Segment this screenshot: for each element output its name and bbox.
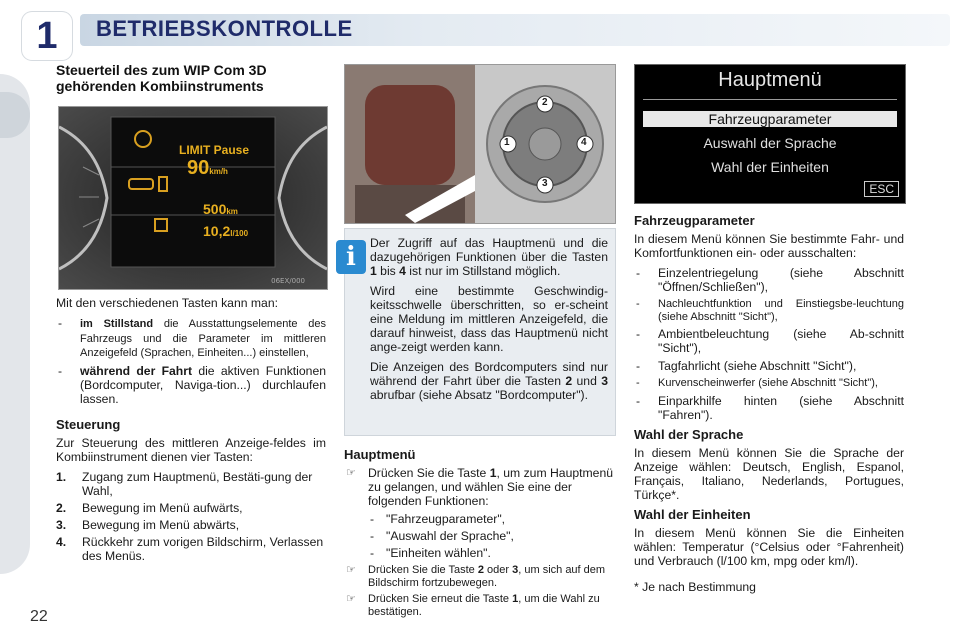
b3-b: 1 <box>512 593 519 605</box>
control-label-1: 1 <box>504 137 510 148</box>
step-text: Rückkehr zum vorigen Bildschirm, Verlassen des Menüs. <box>82 534 324 563</box>
info-p3-mid: und <box>572 374 602 388</box>
list-item <box>56 518 326 532</box>
cluster-consumption <box>203 223 248 239</box>
cluster-limit-text: LIMIT Pause <box>179 143 250 157</box>
item2-text: die aktiven Funktionen (Bordcomputer, Naviga-tion...) durchlaufen lassen. <box>80 363 326 406</box>
list-item: - Ambientbeleuchtung (siehe Ab-schnitt "Sicht"), <box>634 327 904 355</box>
list-item <box>344 593 616 618</box>
lang-text: In diesem Menü können Sie die Sprache der Anzeige wählen: Deutsch, English, Espanol, Français, Italiano, Nederlands, Portugues, Türkçe*. <box>634 445 904 502</box>
list-item <box>56 364 326 406</box>
side-tab <box>0 74 30 574</box>
info-p1-a: Der Zugriff auf das Hauptmenü und die dazugehörigen Funktionen über die Tasten <box>370 236 608 264</box>
info-p1-b1: 1 <box>370 264 377 278</box>
cluster-speed-unit: km/h <box>209 167 228 176</box>
info-p3-b1: 2 <box>565 374 573 388</box>
pointer-icon: ☞ <box>346 467 356 479</box>
side-tab-marker <box>0 92 30 138</box>
pointer-icon: ☞ <box>346 564 356 576</box>
units-text: In diesem Menü können Sie die Einheiten wählen: Temperatur (°Celsius oder °Fahrenheit) und Verbrauch (l/100 km, mpg oder km/l). <box>634 525 904 568</box>
list-item: - Einzelentriegelung (siehe Abschnitt "Öffnen/Schließen"), <box>634 266 904 294</box>
control-label-3: 3 <box>542 178 548 189</box>
info-paragraph-2: Wird eine bestimmte Geschwindig-keitsschwelle überschritten, so er-scheint eine Meldung im mittleren Anzeigefeld, die darauf hinweist, dass das Hauptmenü nicht ange-zeigt werden kann. <box>370 284 608 354</box>
menu-item-sprache: Auswahl der Sprache <box>703 135 837 151</box>
step-number: 3. <box>56 517 67 532</box>
info-p3-b2: 3 <box>601 374 608 388</box>
steuerung-text: Zur Steuerung des mittleren Anzeige-feldes im Kombiinstrument dienen vier Tasten: <box>56 435 326 464</box>
list-item <box>56 501 326 515</box>
list-item: - Kurvenscheinwerfer (siehe Abschnitt "Sicht"), <box>634 377 904 390</box>
item1-text: die Ausstattungselemente des Fahrzeugs und die Parameter im mittleren Anzeigefeld (Sprachen, Einheiten...) einstellen, <box>80 318 326 359</box>
step-number: 1. <box>56 469 67 484</box>
pointer-icon: ☞ <box>346 593 356 605</box>
list-item: - "Fahrzeugparameter", <box>368 512 616 526</box>
fp-title: Fahrzeugparameter <box>634 213 755 228</box>
b2-b2: 3 <box>512 564 519 576</box>
info-paragraph-3 <box>370 360 608 402</box>
list-item <box>56 316 326 360</box>
cluster-speed-value: 90 <box>187 157 210 179</box>
menu-esc-label: ESC <box>864 181 899 197</box>
main-menu-screen <box>634 64 906 204</box>
cluster-speed <box>187 157 228 180</box>
cluster-range <box>203 201 238 217</box>
control-label-4: 4 <box>581 137 587 148</box>
steering-wheel-controls-image <box>344 64 616 224</box>
item1-bold: im Stillstand <box>80 318 154 330</box>
list-item <box>56 535 326 563</box>
step-number: 2. <box>56 500 67 515</box>
item2-bold: während der Fahrt <box>80 363 193 378</box>
menu-item-einheiten: Wahl der Einheiten <box>711 159 829 175</box>
page-title: BETRIEBSKONTROLLE <box>96 16 353 41</box>
menu-item-fahrzeugparameter: Fahrzeugparameter <box>643 111 897 127</box>
cluster-code: 06EX/000 <box>271 277 305 285</box>
info-p3-end: abrufbar (siehe Absatz "Bordcomputer"). <box>370 388 588 402</box>
cluster-consumption-value: 10,2 <box>203 223 231 239</box>
list-item: - "Einheiten wählen". <box>368 546 616 560</box>
hauptmenu-title: Hauptmenü <box>344 447 416 462</box>
info-p1-b2: 4 <box>399 264 406 278</box>
step-text: Zugang zum Hauptmenü, Bestäti-gung der Wahl, <box>82 469 313 498</box>
right-column-text <box>634 208 904 600</box>
info-paragraph-1 <box>370 236 608 278</box>
function-list <box>368 512 616 560</box>
fp-text: In diesem Menü können Sie bestimmte Fahr- und Komfortfunktionen ein- oder ausschalten: <box>634 232 904 260</box>
b2-c: , um sich auf dem Bildschirm fortzubewegen. <box>368 564 606 589</box>
b1-b: 1 <box>489 466 497 480</box>
info-p3-a: Die Anzeigen des Bordcomputers sind nur während der Fahrt über die Tasten <box>370 360 608 388</box>
page-number: 22 <box>30 608 48 625</box>
left-column-text <box>56 296 326 566</box>
instrument-cluster-drawing <box>59 107 327 289</box>
cluster-consumption-unit: l/100 <box>230 229 249 238</box>
chapter-number: 1 <box>22 12 72 60</box>
b2-b1: 2 <box>477 564 484 576</box>
b2-mid: oder <box>483 564 513 576</box>
footnote: * Je nach Bestimmung <box>634 579 756 594</box>
units-title: Wahl der Einheiten <box>634 506 751 522</box>
list-item <box>344 466 616 560</box>
b3-a: Drücken Sie erneut die Taste <box>368 593 513 605</box>
info-text <box>370 236 608 408</box>
list-item <box>344 564 616 589</box>
cluster-range-value: 500 <box>203 201 227 217</box>
hauptmenu-steps <box>344 466 616 618</box>
lang-title: Wahl der Sprache <box>634 426 744 442</box>
b2-a: Drücken Sie die Taste <box>368 564 478 576</box>
fp-list <box>634 266 904 422</box>
middle-column-text <box>344 442 616 622</box>
steps-list <box>56 470 326 563</box>
list-item: - Nachleuchtfunktion und Einstiegsbe-leuchtung (siehe Abschnitt "Sicht"), <box>634 298 904 323</box>
info-p1-mid: bis <box>376 264 400 278</box>
list-item: - Tagfahrlicht (siehe Abschnitt "Sicht"), <box>634 359 904 373</box>
list-item: - Einparkhilfe hinten (siehe Abschnitt "Fahren"). <box>634 394 904 422</box>
b3-c: , um die Wahl zu bestätigen. <box>368 593 600 618</box>
step-text: Bewegung im Menü aufwärts, <box>82 500 243 515</box>
menu-divider <box>643 99 897 100</box>
list-item: - "Auswahl der Sprache", <box>368 529 616 543</box>
info-p1-end: ist nur im Stillstand möglich. <box>405 264 561 278</box>
control-label-2: 2 <box>542 97 548 108</box>
cluster-range-unit: km <box>226 207 238 216</box>
instrument-cluster-image <box>58 106 328 290</box>
controls-drawing <box>345 65 615 223</box>
list-item <box>56 470 326 498</box>
menu-title: Hauptmenü <box>718 69 822 91</box>
left-intro: Mit den verschiedenen Tasten kann man: <box>56 296 278 310</box>
b1-c: , um zum Hauptmenü zu gelangen, und wählen Sie eine der folgenden Funktionen: <box>368 466 614 508</box>
step-text: Bewegung im Menü abwärts, <box>82 517 240 532</box>
left-section-title: Steuerteil des zum WIP Com 3D gehörenden Kombiinstruments <box>56 62 267 94</box>
steuerung-title: Steuerung <box>56 416 121 432</box>
step-number: 4. <box>56 534 67 549</box>
b1-a: Drücken Sie die Taste <box>368 466 490 480</box>
left-usage-list <box>56 316 326 406</box>
info-icon: i <box>336 240 366 274</box>
